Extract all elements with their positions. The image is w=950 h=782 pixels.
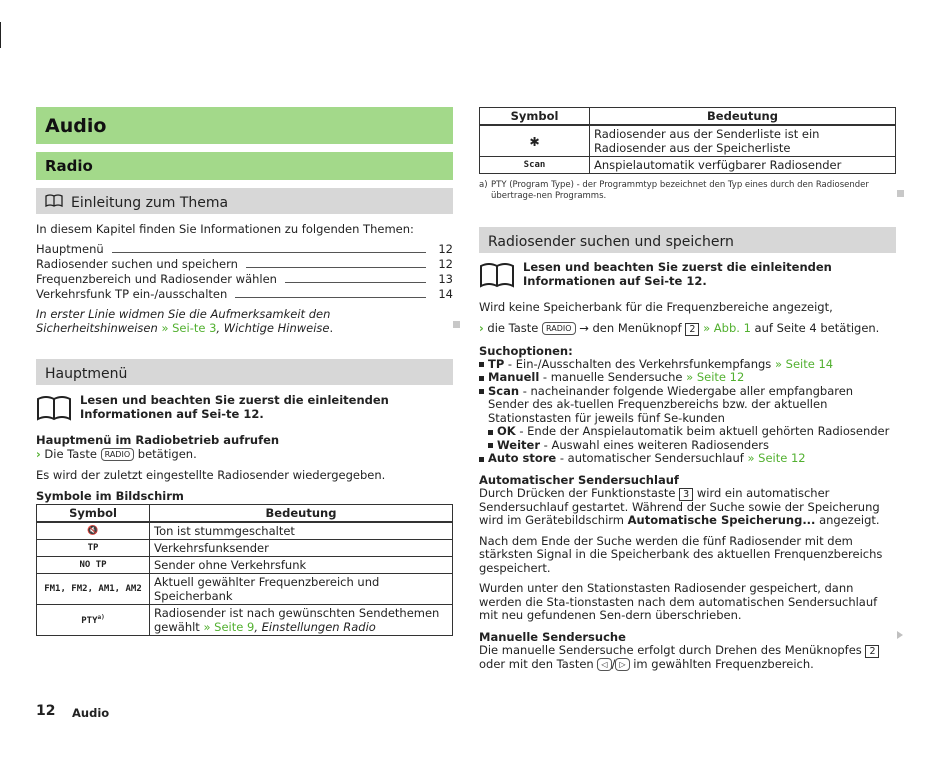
function-key-ref: 3 [679, 488, 693, 501]
step-arrow-icon: › [479, 320, 484, 335]
symbol-cell: NO TP [37, 556, 150, 573]
toc-leader [246, 267, 426, 268]
table-header-meaning: Bedeutung [590, 108, 896, 125]
option-name: Weiter [497, 437, 540, 452]
table-row [37, 573, 453, 604]
toc-list [36, 241, 453, 301]
toc-page: 12 [438, 242, 453, 256]
toc-item[interactable] [36, 271, 453, 286]
list-item [479, 358, 896, 372]
crop-mark [0, 22, 1, 48]
auto-p1-c: angezeigt. [815, 513, 880, 527]
page-number: 12 [36, 703, 56, 719]
safety-link[interactable]: » Sei-te 3 [161, 321, 217, 335]
safety-end: . [329, 321, 334, 335]
suchen-heading [479, 227, 896, 253]
safety-tail: , Wichtige Hinweise [216, 321, 330, 335]
auto-p1-a: Durch Drücken der Funktionstaste [479, 485, 680, 500]
option-link[interactable]: » Seite 14 [774, 356, 834, 371]
symbol-cell: FM1, FM2, AM1, AM2 [37, 573, 150, 604]
toc-page: 13 [438, 272, 453, 286]
auto-paragraph-3: Wurden unter den Stationstasten Radiosender gespeichert, dann werden die Sta-tionstasten nach dem automatischen Sendersuchlauf mit neu gefundenen Sen-dern überschrieben. [479, 581, 878, 622]
figure-link[interactable]: » Abb. 1 [699, 320, 751, 335]
option-name: Manuell [488, 370, 540, 384]
safety-note [36, 307, 453, 335]
read-first-note [36, 393, 453, 424]
auto-heading: Automatischer Sendersuchlauf [479, 472, 679, 487]
step-pre: die Taste [487, 320, 543, 335]
call-heading: Hauptmenü im Radiobetrieb aufrufen [36, 433, 280, 447]
continue-arrow-icon [897, 631, 903, 639]
pty-link[interactable]: » Seite 9 [203, 619, 255, 634]
manual-c: im gewählten Frequenzbereich. [629, 656, 814, 671]
table-row [37, 604, 453, 635]
menu-knob-ref: 2 [685, 323, 699, 336]
list-item [479, 385, 896, 426]
pty-meaning: Radiosender ist nach gewünschten Sendethemen gewählt [154, 605, 440, 634]
option-link[interactable]: » Seite 12 [686, 370, 745, 384]
meaning-cell: Radiosender aus der Senderliste ist ein Radiosender aus der Speicherliste [590, 125, 896, 157]
table-row [480, 125, 896, 157]
table-header-symbol: Symbol [37, 505, 150, 522]
list-item [488, 439, 896, 453]
option-name: Scan [488, 383, 520, 398]
played-text: Es wird der zuletzt eingestellte Radiosender wiedergegeben. [36, 468, 386, 482]
manual-slash: / [611, 656, 616, 671]
option-name: TP [488, 356, 505, 371]
footnote-ref: a) [97, 614, 105, 621]
call-step-post: betätigen. [134, 447, 197, 461]
manual-a: Die manuelle Sendersuche erfolgt durch Drehen des Menüknopfes [479, 642, 866, 657]
table-row [37, 556, 453, 573]
symbols-table-continued [479, 107, 896, 174]
read-first-text: Lesen und beachten Sie zuerst die einleitenden Informationen auf Sei-te 12. [523, 259, 832, 288]
section-end-marker [453, 321, 460, 328]
toc-item[interactable] [36, 256, 453, 271]
radio-key: RADIO [101, 448, 135, 461]
toc-leader [235, 297, 426, 298]
option-link[interactable]: » Seite 12 [747, 451, 806, 465]
chapter-title: Audio [36, 107, 453, 144]
symbol-cell [37, 604, 150, 635]
option-text: - nacheinander folgende Wiedergabe aller empfangbaren Sender des ak-tuellen Frequenzbereichs bzw. der aktuellen Stationstasten für jeweils fünf Se-kunden [488, 383, 854, 425]
intro-text: In diesem Kapitel finden Sie Informationen zu folgenden Themen: [36, 222, 414, 236]
meaning-cell: Verkehrsfunksender [150, 539, 453, 556]
seek-forward-key: ▷ [615, 658, 629, 671]
meaning-cell [150, 604, 453, 635]
call-step [36, 447, 453, 461]
book-icon [479, 262, 515, 291]
pty-symbol: PTY [81, 616, 98, 626]
symbols-table [36, 504, 453, 636]
auto-paragraph-2: Nach dem Ende der Suche werden die fünf Radiosender mit dem stärksten Signal in die Speicherbank des aktuellen Frenquenzbereichs gespeichert. [479, 533, 883, 575]
symbols-heading: Symbole im Bildschirm [36, 489, 184, 503]
toc-item[interactable] [36, 241, 453, 256]
meaning-cell: Aktuell gewählter Frequenzbereich und Speicherbank [150, 573, 453, 604]
table-header-symbol: Symbol [480, 108, 590, 125]
list-item [488, 425, 896, 439]
list-item [479, 371, 896, 385]
table-header-meaning: Bedeutung [150, 505, 453, 522]
list-item [479, 452, 896, 466]
call-step-pre: Die Taste [44, 447, 101, 461]
step-arrow-icon: › [36, 447, 41, 461]
option-text: - Auswahl eines weiteren Radiosenders [540, 437, 770, 452]
intro-heading [36, 188, 453, 214]
symbol-cell: TP [37, 539, 150, 556]
right-column [479, 107, 896, 671]
manual-heading: Manuelle Sendersuche [479, 629, 626, 644]
toc-page: 12 [438, 257, 453, 271]
symbol-cell: Scan [480, 156, 590, 173]
step-mid: → den Menüknopf [575, 320, 686, 335]
intro-heading-label: Einleitung zum Thema [71, 195, 229, 211]
toc-leader [285, 282, 426, 283]
suchen-heading-label: Radiosender suchen und speichern [488, 233, 734, 250]
safety-text: In erster Linie widmen Sie die Aufmerksamkeit den Sicherheitshinweisen [36, 307, 331, 335]
option-text: - Ein-/Ausschalten des Verkehrsfunkempfangs [504, 356, 775, 371]
symbol-cell: ✱ [480, 125, 590, 157]
no-bank-text: Wird keine Speicherbank für die Frequenzbereiche angezeigt, [479, 299, 833, 314]
table-row [37, 522, 453, 540]
section-title-radio: Radio [36, 152, 453, 180]
meaning-cell: Sender ohne Verkehrsfunk [150, 556, 453, 573]
toc-page: 14 [438, 287, 453, 301]
footnote-mark: a) [479, 179, 488, 190]
toc-label: Frequenzbereich und Radiosender wählen [36, 272, 277, 286]
open-menu-step [479, 321, 896, 336]
meaning-cell: Anspielautomatik verfügbarer Radiosender [590, 156, 896, 173]
option-text: - automatischer Sendersuchlauf [556, 451, 748, 465]
auto-p1-b: wird ein automatischer Sendersuchlauf gestartet. Während der Suche sowie der Speicherung wird im Gerätebildschirm [479, 485, 880, 527]
hauptmenu-heading [36, 359, 453, 385]
manual-paragraph [479, 644, 896, 672]
read-first-text: Lesen und beachten Sie zuerst die einleitenden Informationen auf Sei-te 12. [80, 393, 389, 421]
footer-title: Audio [72, 706, 110, 720]
options-list-end [479, 452, 896, 466]
hauptmenu-heading-label: Hauptmenü [45, 366, 128, 382]
menu-knob-ref: 2 [865, 645, 879, 658]
auto-paragraph-1 [479, 487, 896, 528]
book-icon [36, 395, 72, 424]
step-post: auf Seite 4 betätigen. [750, 320, 880, 335]
options-heading: Suchoptionen: [479, 343, 573, 358]
toc-leader [112, 252, 427, 253]
sub-options-list [488, 425, 896, 452]
table-row [37, 539, 453, 556]
section-end-marker [897, 190, 904, 197]
toc-label: Hauptmenü [36, 242, 104, 256]
read-first-note [479, 260, 896, 291]
options-list [479, 358, 896, 426]
meaning-cell: Ton ist stummgeschaltet [150, 522, 453, 540]
toc-item[interactable] [36, 286, 453, 301]
book-icon [45, 194, 63, 212]
symbol-cell: 🔇 [37, 522, 150, 540]
option-name: Auto store [488, 451, 557, 465]
footnote [479, 180, 896, 202]
toc-label: Verkehrsfunk TP ein-/ausschalten [36, 287, 228, 301]
pty-tail: , Einstellungen Radio [254, 619, 376, 634]
seek-back-key: ◁ [597, 658, 611, 671]
left-column [36, 107, 453, 636]
manual-b: oder mit den Tasten [479, 656, 598, 671]
option-text: - manuelle Sendersuche [539, 370, 687, 384]
toc-label: Radiosender suchen und speichern [36, 257, 238, 271]
radio-key: RADIO [542, 322, 576, 335]
auto-p1-bold: Automatische Speicherung... [627, 513, 816, 527]
footnote-text: PTY (Program Type) - der Programmtyp bezeichnet den Typ eines durch den Radiosender übertrage-nen Programms. [491, 179, 869, 201]
option-name: OK [497, 424, 516, 438]
table-row [480, 156, 896, 173]
option-text: - Ende der Anspielautomatik beim aktuell gehörten Radiosender [515, 424, 890, 438]
